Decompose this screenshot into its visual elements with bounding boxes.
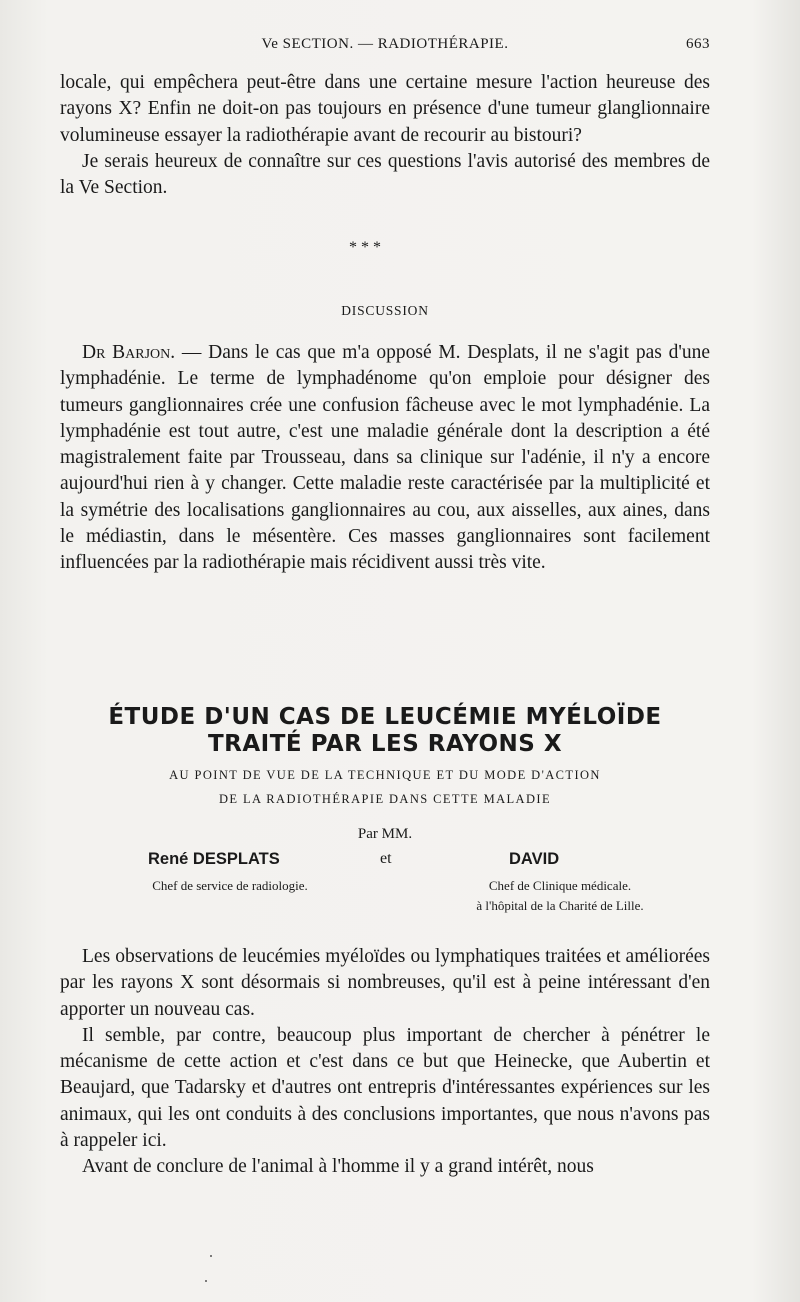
- text-block-bottom: [60, 944, 710, 1181]
- discussion-paragraph: [60, 340, 710, 577]
- article-subtitle: [60, 763, 710, 811]
- asterism-separator: * * *: [349, 239, 381, 256]
- article-title-line: ÉTUDE D'UN CAS DE LEUCÉMIE MYÉLOÏDE: [108, 704, 662, 730]
- article-subtitle-line: DE LA RADIOTHÉRAPIE DANS CETTE MALADIE: [219, 792, 551, 806]
- text-block-top: [60, 70, 710, 201]
- affiliation-line: à l'hôpital de la Charité de Lille.: [476, 898, 644, 913]
- ink-fleck: [205, 1280, 207, 1282]
- running-head-title: Ve SECTION. — RADIOTHÉRAPIE.: [261, 36, 509, 52]
- author-affiliation: [100, 876, 360, 896]
- byline-par: Par MM.: [357, 826, 413, 842]
- author-name: René DESPLATS: [148, 850, 280, 868]
- discussion-text: — Dans le cas que m'a opposé M. Desplats, il ne s'agit pas d'une lymphadénie. Le terme de lymphadénome qu'on emploie pour désigner des tumeurs ganglionnaires crée une confusion fâcheuse avec le mot lymphadénie. La lymphadénie est tout autre, c'est une maladie générale dont la description a été magistralement faite par Trousseau, dans sa clinique sur l'adénie, il n'y a encore aujourd'hui rien à y changer. Cette maladie reste caractérisée par la multiplicité et la symétrie des localisations ganglionnaires au cou, aux aisselles, aux aines, dans le médiastin, dans le mésentère. Ces masses ganglionnaires sont facilement influencées par la radiothérapie mais récidivent aussi très vite.: [60, 342, 710, 574]
- author-affiliation: [440, 876, 680, 916]
- paragraph: locale, qui empêchera peut-être dans une certaine mesure l'action heureuse des rayons X? Enfin ne doit-on pas toujours en présence d'une tumeur glanglionnaire volumineuse essayer la radiothérapie avant de recourir au bistouri?: [60, 72, 710, 146]
- speaker-name: Dr Barjon.: [82, 342, 176, 363]
- article-subtitle-line: AU POINT DE VUE DE LA TECHNIQUE ET DU MODE D'ACTION: [169, 768, 601, 782]
- page-number: 663: [686, 36, 710, 52]
- byline-conjunction: et: [380, 850, 392, 867]
- discussion-heading: DISCUSSION: [341, 303, 429, 318]
- article-title: [60, 704, 710, 758]
- paragraph: Je serais heureux de connaître sur ces questions l'avis autorisé des membres de la Ve Section.: [60, 150, 710, 199]
- author-name: DAVID: [509, 850, 560, 868]
- running-head: [60, 36, 710, 58]
- ink-fleck: [210, 1255, 212, 1257]
- paragraph: Il semble, par contre, beaucoup plus important de chercher à pénétrer le mécanisme de cette action et c'est dans ce but que Heinecke, que Aubertin et Beaujard, que Tadarsky et d'autres ont entrepris d'intéressantes expériences sur les animaux, qui les ont conduits à des conclusions importantes, que nous n'avons pas à rappeler ici.: [60, 1024, 710, 1152]
- article-title-line: TRAITÉ PAR LES RAYONS X: [207, 731, 563, 757]
- paragraph: Avant de conclure de l'animal à l'homme il y a grand intérêt, nous: [82, 1156, 594, 1178]
- discussion-block: [60, 340, 710, 577]
- affiliation-line: Chef de Clinique médicale.: [488, 878, 632, 893]
- affiliation-line: Chef de service de radiologie.: [152, 878, 308, 893]
- paragraph: Les observations de leucémies myéloïdes ou lymphatiques traitées et améliorées par les rayons X sont désormais si nombreuses, qu'il est à peine intéressant d'en apporter un nouveau cas.: [60, 946, 710, 1020]
